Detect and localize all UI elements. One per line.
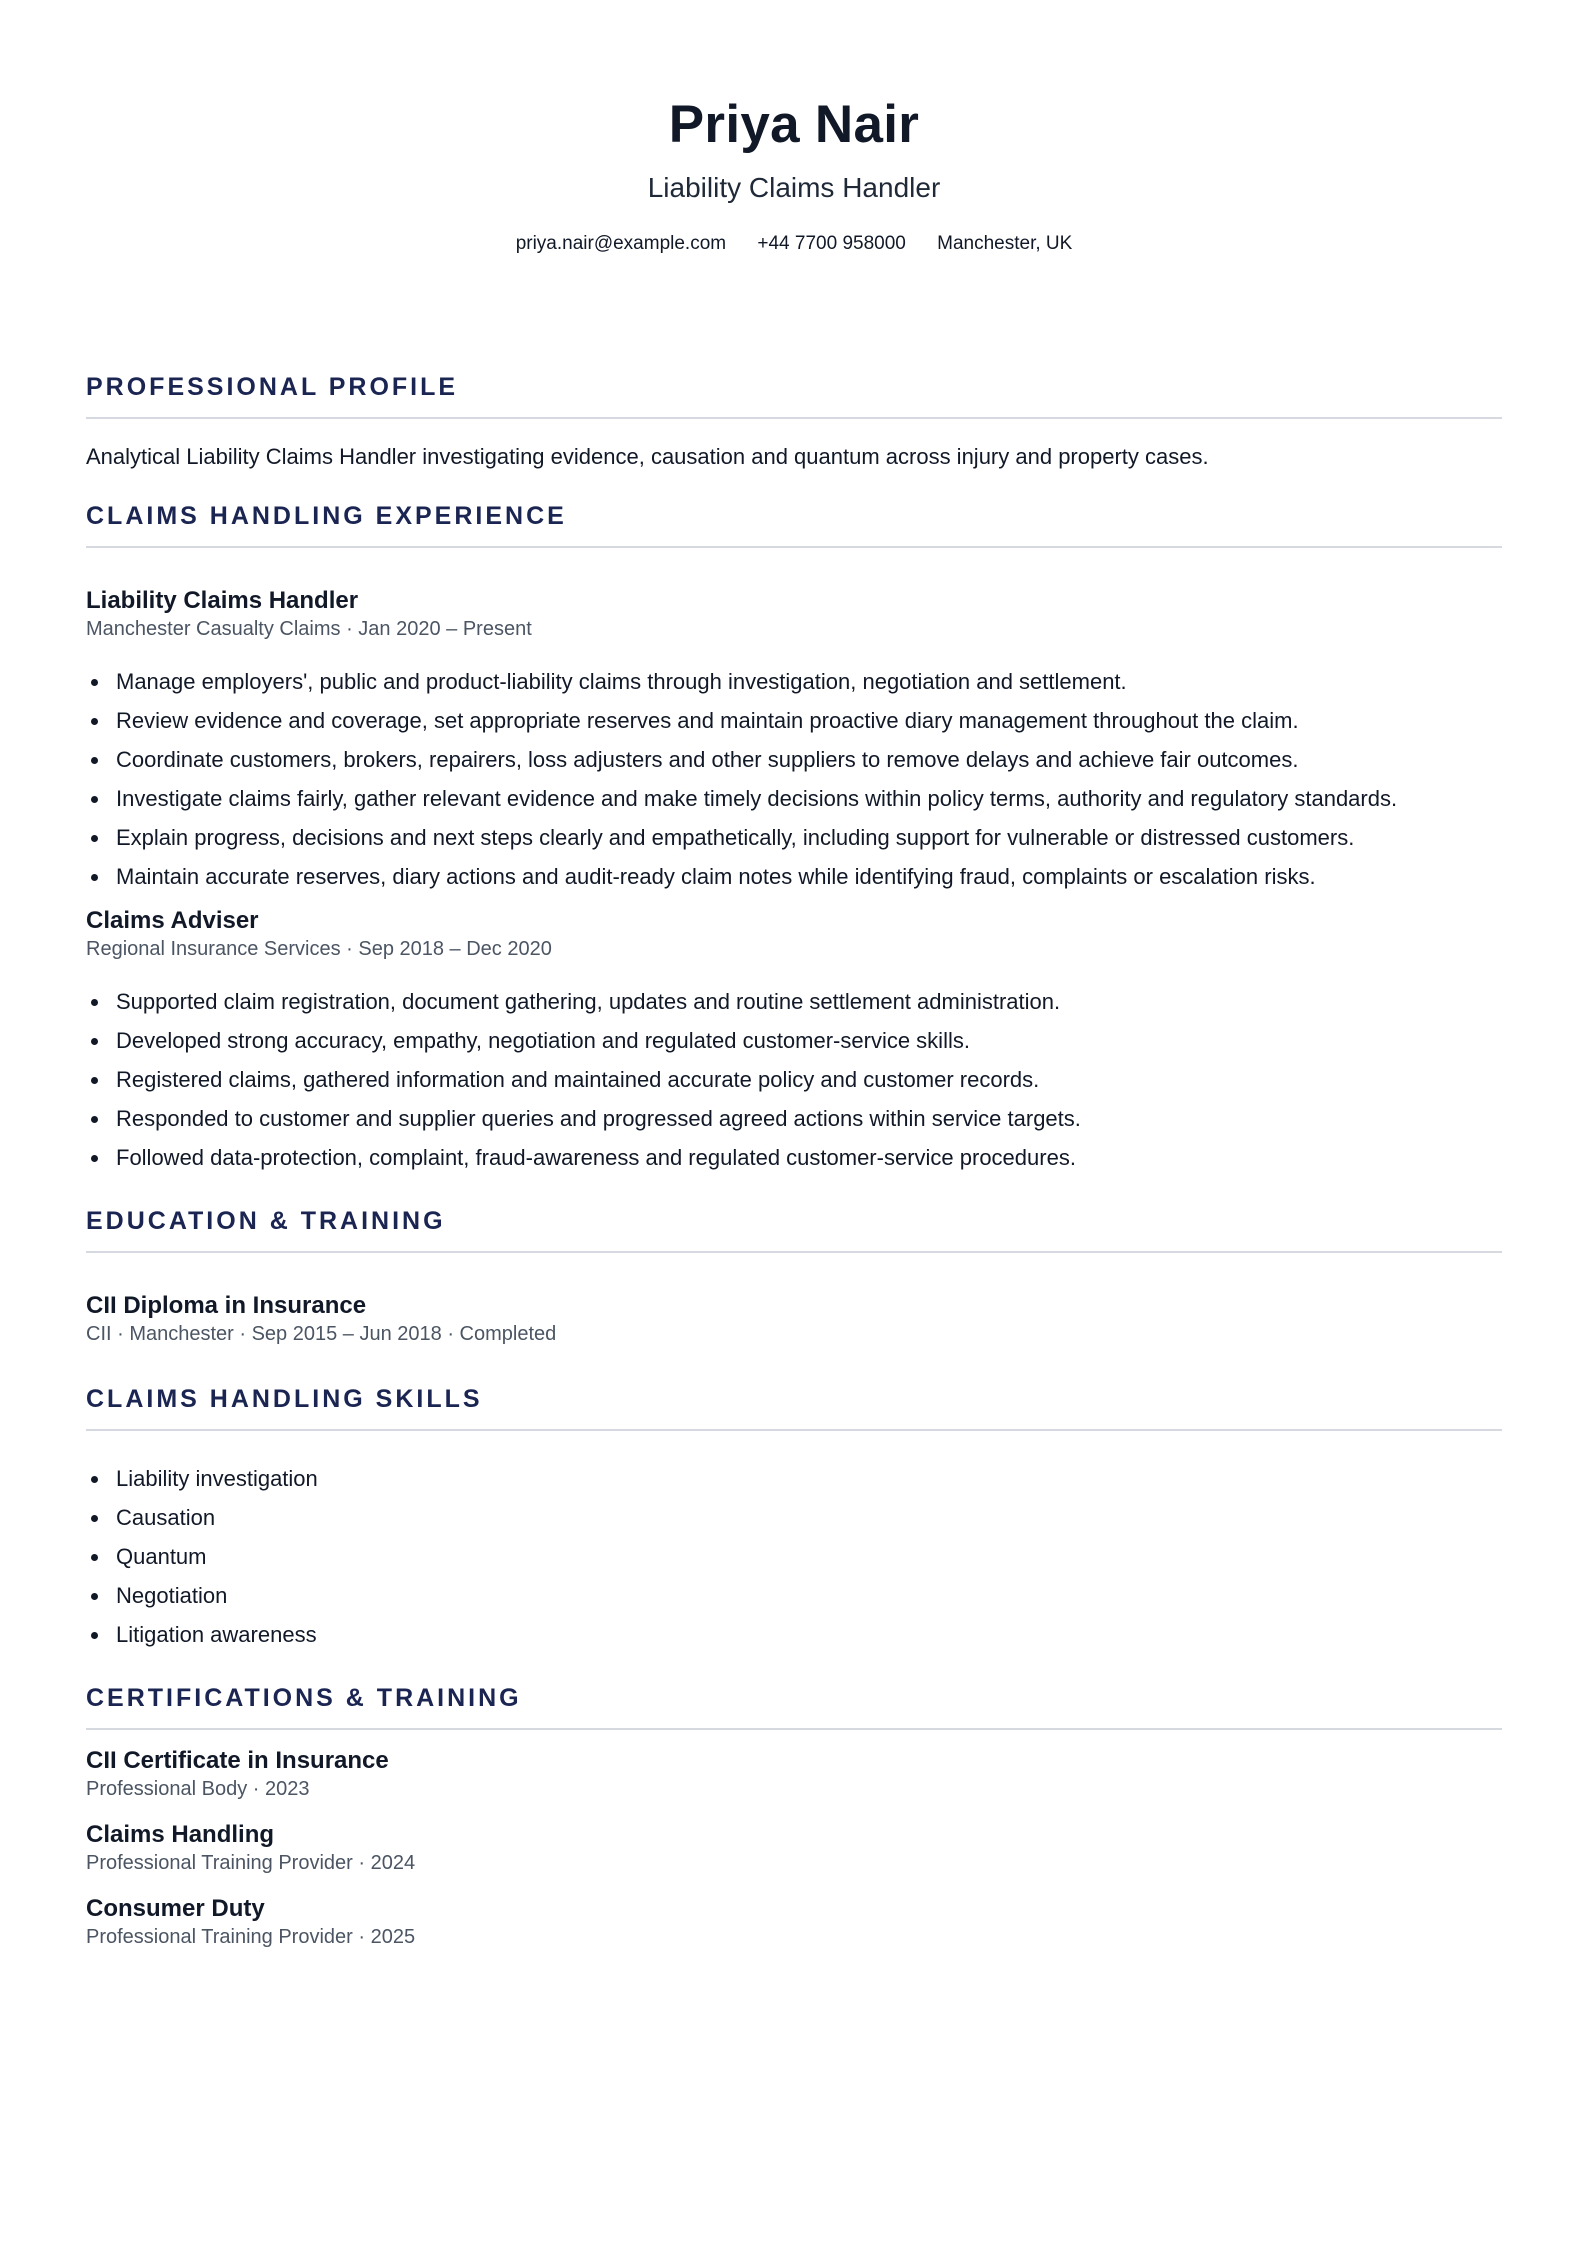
- skill-item: Quantum: [86, 1537, 1502, 1576]
- skill-item: Litigation awareness: [86, 1615, 1502, 1654]
- certification-meta: Professional Training Provider · 2025: [86, 1926, 416, 1948]
- contact-line: [86, 232, 1502, 256]
- certification-meta: Professional Training Provider · 2024: [86, 1852, 416, 1874]
- job-entry: [86, 586, 1502, 896]
- certification-title: CII Certificate in Insurance: [86, 1747, 389, 1774]
- job-bullet: Registered claims, gathered information and maintained accurate policy and customer records.: [86, 1060, 1502, 1099]
- section-heading-profile: PROFESSIONAL PROFILE: [86, 371, 1502, 419]
- job-meta: Manchester Casualty Claims · Jan 2020 – Present: [86, 618, 532, 640]
- certification-entry: [86, 1894, 1502, 1950]
- section-heading-skills: CLAIMS HANDLING SKILLS: [86, 1383, 1502, 1431]
- resume-header: [86, 0, 1502, 256]
- contact-location: Manchester, UK: [937, 233, 1073, 254]
- skills-list: [86, 1459, 1502, 1654]
- certification-meta: Professional Body · 2023: [86, 1778, 310, 1800]
- certification-entry: [86, 1746, 1502, 1802]
- job-meta: Regional Insurance Services · Sep 2018 – Dec 2020: [86, 938, 552, 960]
- contact-email[interactable]: priya.nair@example.com: [515, 233, 727, 254]
- section-heading-education: EDUCATION & TRAINING: [86, 1205, 1502, 1253]
- job-bullet: Followed data-protection, complaint, fraud-awareness and regulated customer-service procedures.: [86, 1138, 1502, 1177]
- job-bullet: Review evidence and coverage, set appropriate reserves and maintain proactive diary management throughout the claim.: [86, 701, 1502, 740]
- job-title: Liability Claims Handler: [86, 587, 359, 614]
- job-bullet: Investigate claims fairly, gather relevant evidence and make timely decisions within policy terms, authority and regulatory standards.: [86, 779, 1502, 818]
- profile-section: [86, 371, 1502, 472]
- skill-item: Negotiation: [86, 1576, 1502, 1615]
- skill-item: Causation: [86, 1498, 1502, 1537]
- job-bullet: Explain progress, decisions and next steps clearly and empathetically, including support for vulnerable or distressed customers.: [86, 818, 1502, 857]
- certification-entry: [86, 1820, 1502, 1876]
- contact-phone[interactable]: +44 7700 958000: [757, 233, 906, 254]
- education-title: CII Diploma in Insurance: [86, 1292, 367, 1319]
- section-heading-experience: CLAIMS HANDLING EXPERIENCE: [86, 500, 1502, 548]
- skills-section: [86, 1383, 1502, 1654]
- job-bullet: Responded to customer and supplier queries and progressed agreed actions within service targets.: [86, 1099, 1502, 1138]
- certifications-section: [86, 1682, 1502, 1950]
- skill-item: Liability investigation: [86, 1459, 1502, 1498]
- job-bullet: Manage employers', public and product-liability claims through investigation, negotiation and settlement.: [86, 662, 1502, 701]
- job-bullets: [86, 982, 1502, 1177]
- education-section: [86, 1205, 1502, 1347]
- job-entry: [86, 906, 1502, 1177]
- job-bullet: Supported claim registration, document gathering, updates and routine settlement administration.: [86, 982, 1502, 1021]
- job-bullet: Developed strong accuracy, empathy, negotiation and regulated customer-service skills.: [86, 1021, 1502, 1060]
- job-bullet: Maintain accurate reserves, diary actions and audit-ready claim notes while identifying fraud, complaints or escalation risks.: [86, 857, 1502, 896]
- experience-section: [86, 500, 1502, 1177]
- profile-summary: Analytical Liability Claims Handler investigating evidence, causation and quantum across injury and property cases.: [86, 444, 1209, 469]
- certification-title: Consumer Duty: [86, 1895, 265, 1922]
- job-bullet: Coordinate customers, brokers, repairers, loss adjusters and other suppliers to remove delays and achieve fair outcomes.: [86, 740, 1502, 779]
- section-heading-certifications: CERTIFICATIONS & TRAINING: [86, 1682, 1502, 1730]
- job-title: Claims Adviser: [86, 907, 259, 934]
- certification-title: Claims Handling: [86, 1821, 275, 1848]
- candidate-name: Priya Nair: [668, 95, 920, 154]
- job-bullets: [86, 662, 1502, 896]
- candidate-title: Liability Claims Handler: [647, 172, 941, 203]
- education-entry: [86, 1291, 1502, 1347]
- education-meta: CII · Manchester · Sep 2015 – Jun 2018 · Completed: [86, 1323, 557, 1345]
